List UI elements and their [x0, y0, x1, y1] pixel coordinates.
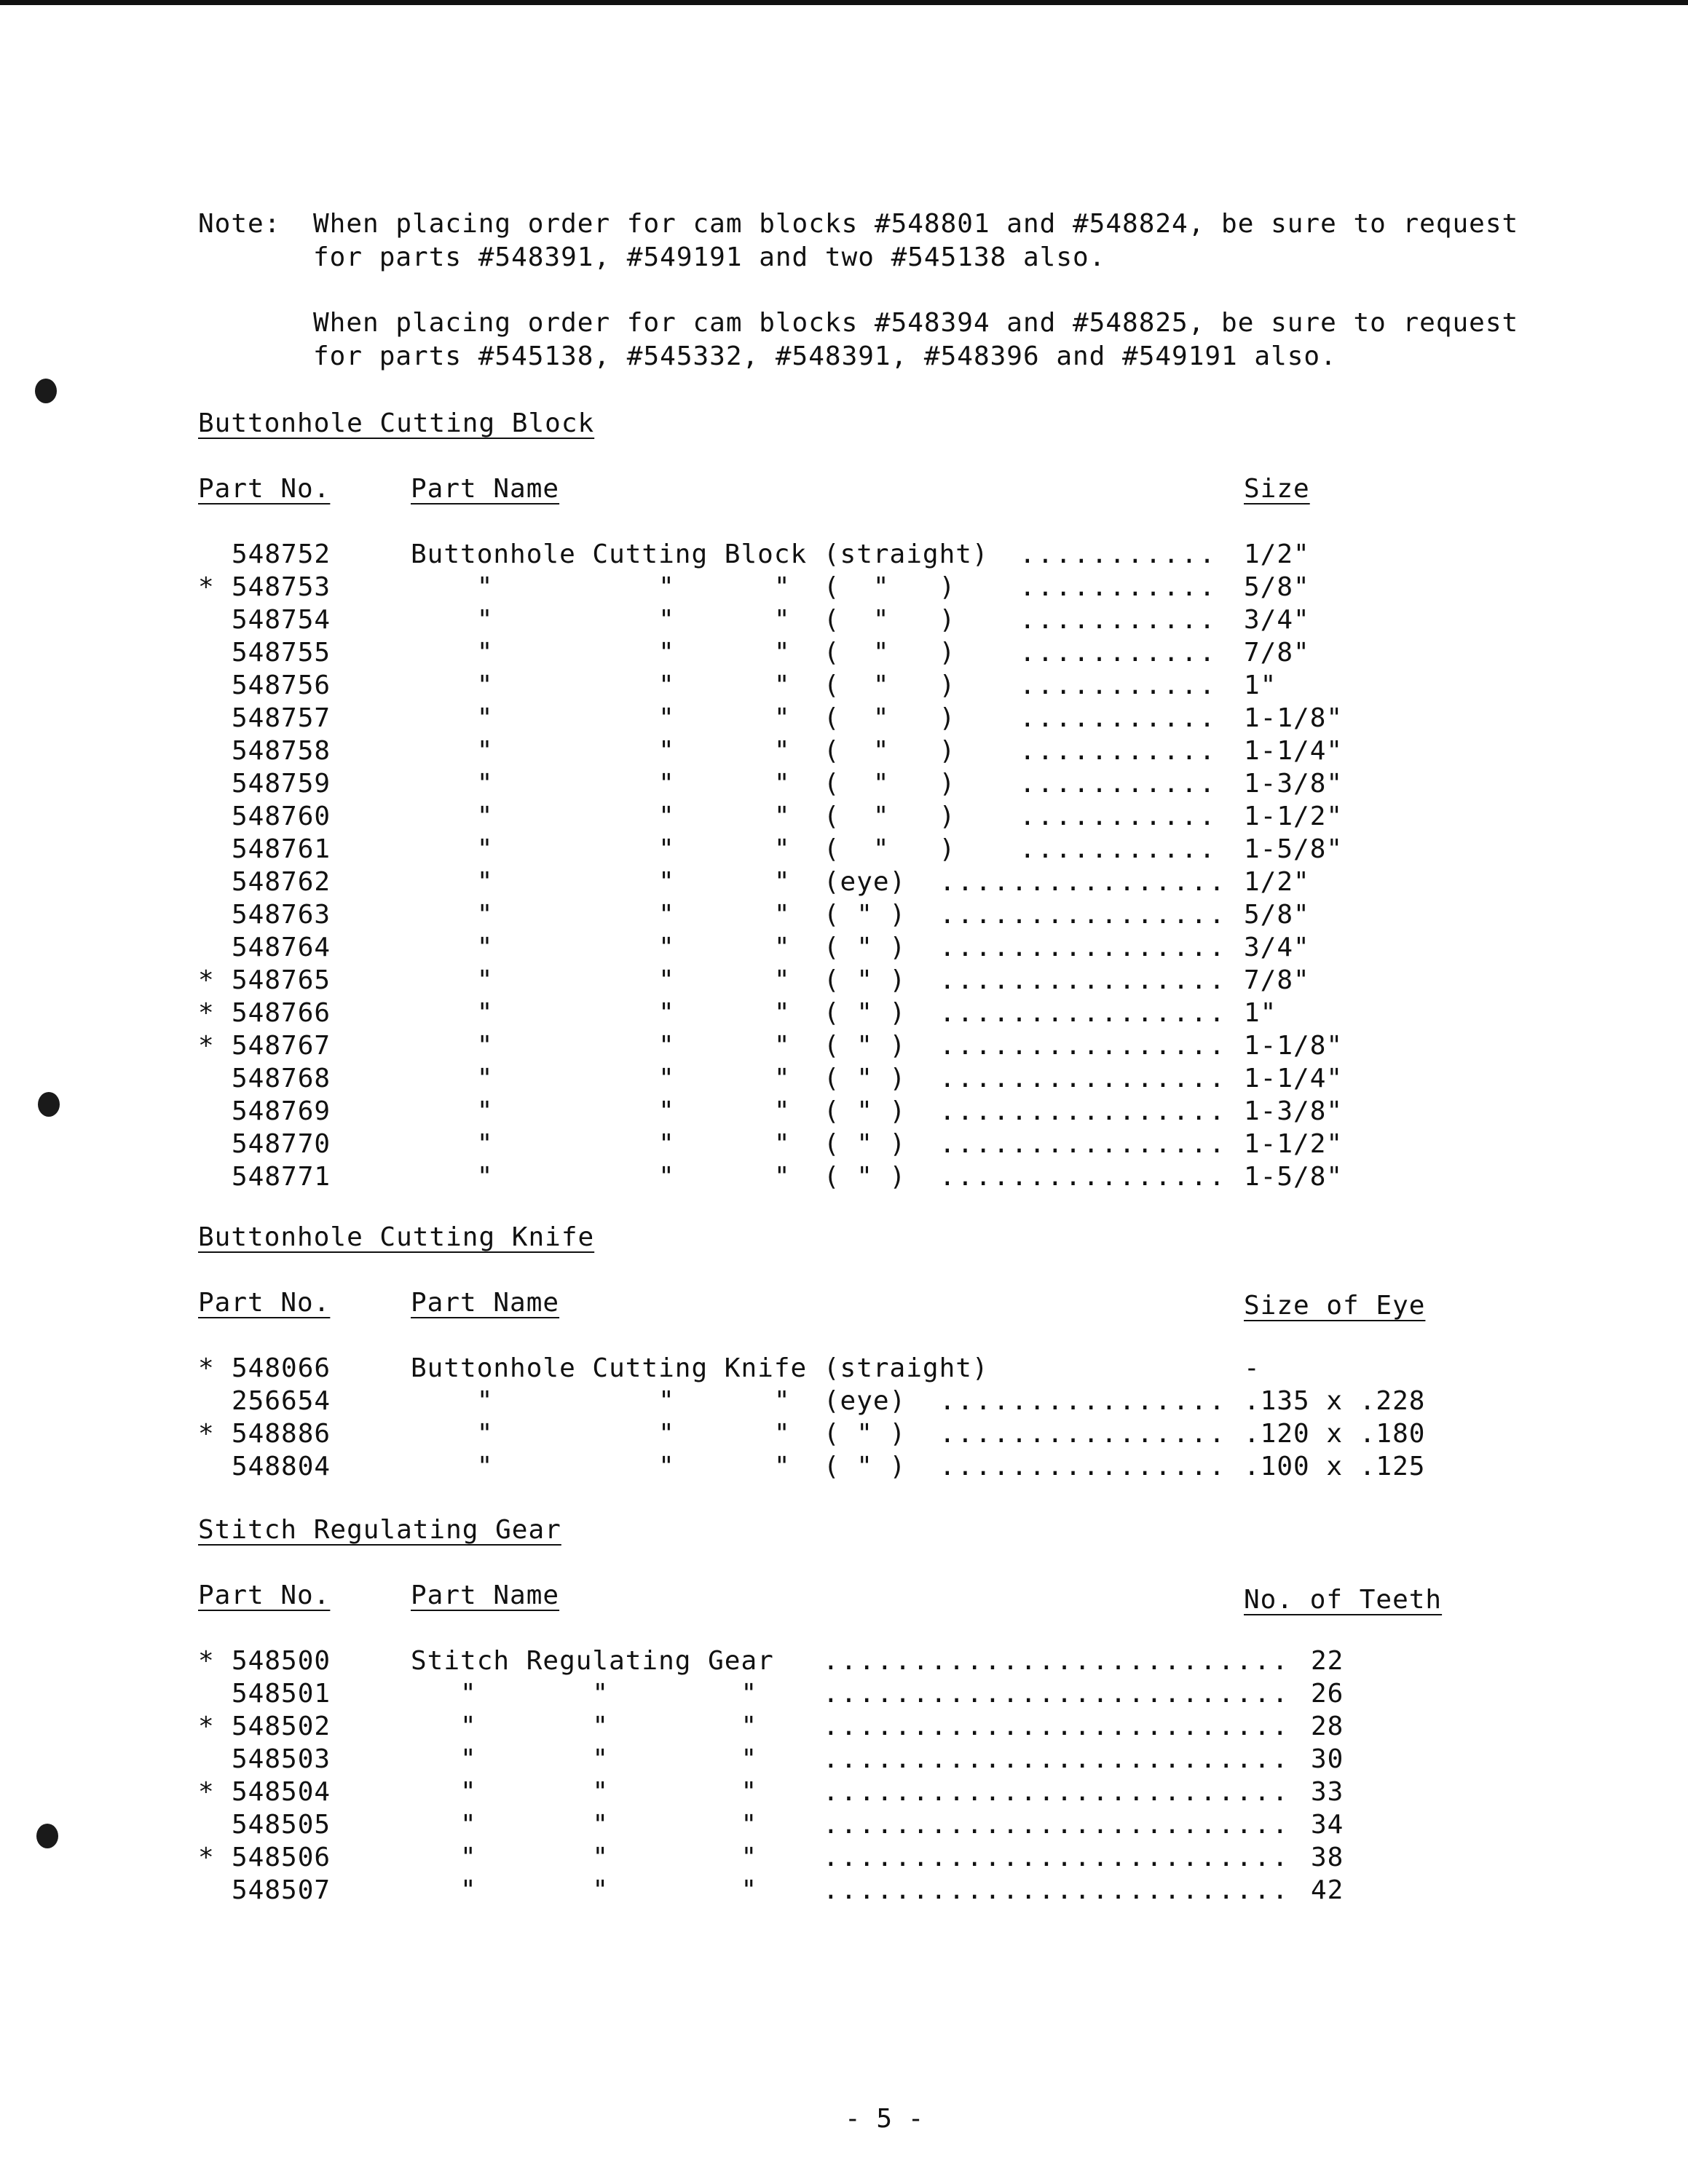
note-para1-line1: When placing order for cam blocks #548801 and #548824, be sure to request [313, 209, 1519, 239]
part-number: 548501 [232, 1679, 331, 1709]
asterisk-marker: * [198, 572, 215, 602]
part-number: 548507 [232, 1875, 331, 1905]
part-name: " " " ( " ) [411, 1162, 907, 1192]
part-number: 548506 [232, 1843, 331, 1872]
table-row [0, 703, 1688, 735]
leader-dots: .......................... [823, 1843, 1290, 1872]
table-row [0, 997, 1688, 1029]
part-number: 548764 [232, 933, 331, 962]
asterisk-marker: * [198, 1031, 215, 1061]
size-value: 5/8" [1244, 900, 1310, 930]
table-row [0, 965, 1688, 997]
asterisk-marker: * [198, 965, 215, 995]
gear-header-no-of-teeth: No. of Teeth [1244, 1585, 1443, 1615]
part-number: 548768 [232, 1064, 331, 1093]
leader-dots: ................ [939, 1096, 1227, 1126]
size-value: 7/8" [1244, 638, 1310, 668]
table-row [0, 1063, 1688, 1095]
table-row [0, 1418, 1688, 1450]
scan-top-edge [0, 0, 1688, 5]
teeth-count: 38 [1311, 1843, 1344, 1872]
part-name: " " " [411, 1777, 758, 1807]
teeth-count: 42 [1311, 1875, 1344, 1905]
teeth-count: 26 [1311, 1679, 1344, 1709]
block-header-size: Size [1244, 474, 1310, 504]
page-number: - 5 - [845, 2104, 924, 2134]
leader-dots: ........... [1019, 605, 1218, 635]
part-number: 548759 [232, 769, 331, 799]
part-number: 548755 [232, 638, 331, 668]
note-para2-line1: When placing order for cam blocks #548394 and #548825, be sure to request [313, 308, 1519, 338]
leader-dots: ........... [1019, 572, 1218, 602]
part-name: Stitch Regulating Gear [411, 1646, 774, 1676]
size-value: .120 x .180 [1244, 1419, 1426, 1449]
part-number: 548761 [232, 834, 331, 864]
table-row [0, 1385, 1688, 1417]
knife-header-part-name: Part Name [411, 1288, 560, 1318]
part-number: 548754 [232, 605, 331, 635]
leader-dots: ................ [939, 998, 1227, 1028]
size-value: 1-1/4" [1244, 1064, 1344, 1093]
table-row [0, 768, 1688, 800]
size-value: 5/8" [1244, 572, 1310, 602]
knife-header-part-no: Part No. [198, 1288, 331, 1318]
table-row [0, 1030, 1688, 1062]
binder-hole-top [35, 379, 57, 403]
asterisk-marker: * [198, 1843, 215, 1872]
part-name: Buttonhole Cutting Knife (straight) [411, 1353, 989, 1383]
part-name: " " " ( " ) [411, 933, 907, 962]
part-number: 548753 [232, 572, 331, 602]
gear-header-part-no: Part No. [198, 1580, 331, 1610]
part-name: " " " ( " ) [411, 769, 956, 799]
knife-header-size-of-eye: Size of Eye [1244, 1291, 1426, 1321]
leader-dots: ................ [939, 1386, 1227, 1416]
teeth-count: 30 [1311, 1744, 1344, 1774]
size-value: 1" [1244, 670, 1277, 700]
part-name: " " " ( " ) [411, 998, 907, 1028]
part-number: 548503 [232, 1744, 331, 1774]
table-row [0, 539, 1688, 571]
leader-dots: ........... [1019, 802, 1218, 831]
part-number: 548500 [232, 1646, 331, 1676]
part-name: " " " ( " ) [411, 703, 956, 733]
asterisk-marker: * [198, 1646, 215, 1676]
size-value: 1-1/8" [1244, 703, 1344, 733]
part-number: 548752 [232, 539, 331, 569]
leader-dots: .......................... [823, 1810, 1290, 1840]
leader-dots: ................ [939, 1064, 1227, 1093]
part-number: 548502 [232, 1712, 331, 1741]
leader-dots: .......................... [823, 1646, 1290, 1676]
part-name: " " " ( " ) [411, 1129, 907, 1159]
part-name: " " " ( " ) [411, 1452, 907, 1481]
leader-dots: ........... [1019, 670, 1218, 700]
asterisk-marker: * [198, 998, 215, 1028]
table-row [0, 670, 1688, 702]
leader-dots: ................ [939, 1419, 1227, 1449]
part-name: " " " ( " ) [411, 1096, 907, 1126]
teeth-count: 22 [1311, 1646, 1344, 1676]
leader-dots: ........... [1019, 539, 1218, 569]
size-value: 1-1/2" [1244, 1129, 1344, 1159]
block-header-part-no: Part No. [198, 474, 331, 504]
table-row [0, 932, 1688, 964]
size-value: 1-1/4" [1244, 736, 1344, 766]
part-name: " " " [411, 1810, 758, 1840]
leader-dots: ................ [939, 1162, 1227, 1192]
table-row [0, 1842, 1688, 1874]
size-value: 7/8" [1244, 965, 1310, 995]
size-value: - [1244, 1353, 1261, 1383]
leader-dots: ................ [939, 1452, 1227, 1481]
part-name: " " " ( " ) [411, 572, 956, 602]
table-row [0, 1161, 1688, 1193]
knife-section-title: Buttonhole Cutting Knife [198, 1222, 595, 1252]
part-name: " " " [411, 1843, 758, 1872]
table-row [0, 1128, 1688, 1160]
size-value: 1-5/8" [1244, 834, 1344, 864]
table-row [0, 1096, 1688, 1128]
size-value: .135 x .228 [1244, 1386, 1426, 1416]
part-number: 548763 [232, 900, 331, 930]
leader-dots: ................ [939, 1031, 1227, 1061]
leader-dots: ................ [939, 933, 1227, 962]
part-number: 548756 [232, 670, 331, 700]
leader-dots: ................ [939, 965, 1227, 995]
part-name: " " " ( " ) [411, 802, 956, 831]
table-row [0, 866, 1688, 898]
size-value: 1-3/8" [1244, 1096, 1344, 1126]
part-number: 256654 [232, 1386, 331, 1416]
leader-dots: .......................... [823, 1679, 1290, 1709]
size-value: 1-5/8" [1244, 1162, 1344, 1192]
leader-dots: ........... [1019, 834, 1218, 864]
part-number: 548804 [232, 1452, 331, 1481]
part-number: 548758 [232, 736, 331, 766]
block-section-title: Buttonhole Cutting Block [198, 408, 595, 438]
asterisk-marker: * [198, 1419, 215, 1449]
leader-dots: ................ [939, 1129, 1227, 1159]
part-name: " " " ( " ) [411, 605, 956, 635]
size-value: 1/2" [1244, 867, 1310, 897]
teeth-count: 28 [1311, 1712, 1344, 1741]
table-row [0, 1645, 1688, 1677]
table-row [0, 1353, 1688, 1385]
table-row [0, 1776, 1688, 1808]
leader-dots: ........... [1019, 736, 1218, 766]
part-name: " " " ( " ) [411, 1064, 907, 1093]
block-header-part-name: Part Name [411, 474, 560, 504]
size-value: 3/4" [1244, 605, 1310, 635]
part-number: 548505 [232, 1810, 331, 1840]
part-name: " " " (eye) [411, 867, 907, 897]
leader-dots: .......................... [823, 1875, 1290, 1905]
asterisk-marker: * [198, 1712, 215, 1741]
part-name: " " " ( " ) [411, 1419, 907, 1449]
part-name: " " " ( " ) [411, 670, 956, 700]
table-row [0, 899, 1688, 931]
part-name: " " " ( " ) [411, 638, 956, 668]
teeth-count: 34 [1311, 1810, 1344, 1840]
part-number: 548765 [232, 965, 331, 995]
part-number: 548504 [232, 1777, 331, 1807]
size-value: 3/4" [1244, 933, 1310, 962]
table-row [0, 1711, 1688, 1743]
part-number: 548886 [232, 1419, 331, 1449]
gear-section-title: Stitch Regulating Gear [198, 1515, 561, 1545]
part-name: " " " [411, 1875, 758, 1905]
table-row [0, 1678, 1688, 1710]
part-name: " " " ( " ) [411, 965, 907, 995]
table-row [0, 1744, 1688, 1776]
table-row [0, 571, 1688, 604]
size-value: 1" [1244, 998, 1277, 1028]
part-name: " " " [411, 1712, 758, 1741]
size-value: 1-1/2" [1244, 802, 1344, 831]
size-value: 1-3/8" [1244, 769, 1344, 799]
part-number: 548066 [232, 1353, 331, 1383]
part-number: 548760 [232, 802, 331, 831]
table-row [0, 1451, 1688, 1483]
part-name: " " " ( " ) [411, 900, 907, 930]
part-name: " " " [411, 1744, 758, 1774]
size-value: 1/2" [1244, 539, 1310, 569]
part-name: " " " ( " ) [411, 834, 956, 864]
leader-dots: ................ [939, 900, 1227, 930]
asterisk-marker: * [198, 1777, 215, 1807]
note-label: Note: [198, 209, 281, 239]
part-name: " " " ( " ) [411, 1031, 907, 1061]
note-para1-line2: for parts #548391, #549191 and two #545138 also. [313, 242, 1106, 272]
part-name: Buttonhole Cutting Block (straight) [411, 539, 989, 569]
part-name: " " " ( " ) [411, 736, 956, 766]
part-number: 548757 [232, 703, 331, 733]
part-name: " " " [411, 1679, 758, 1709]
table-row [0, 801, 1688, 833]
gear-header-part-name: Part Name [411, 1580, 560, 1610]
leader-dots: .......................... [823, 1712, 1290, 1741]
leader-dots: ........... [1019, 638, 1218, 668]
size-value: .100 x .125 [1244, 1452, 1426, 1481]
part-number: 548770 [232, 1129, 331, 1159]
part-number: 548766 [232, 998, 331, 1028]
part-name: " " " (eye) [411, 1386, 907, 1416]
leader-dots: .......................... [823, 1777, 1290, 1807]
table-row [0, 1809, 1688, 1841]
table-row [0, 735, 1688, 767]
table-row [0, 604, 1688, 636]
size-value: 1-1/8" [1244, 1031, 1344, 1061]
leader-dots: ........... [1019, 703, 1218, 733]
leader-dots: ........... [1019, 769, 1218, 799]
leader-dots: .......................... [823, 1744, 1290, 1774]
table-row [0, 1875, 1688, 1907]
part-number: 548767 [232, 1031, 331, 1061]
table-row [0, 637, 1688, 669]
part-number: 548762 [232, 867, 331, 897]
table-row [0, 834, 1688, 866]
leader-dots: ................ [939, 867, 1227, 897]
part-number: 548769 [232, 1096, 331, 1126]
teeth-count: 33 [1311, 1777, 1344, 1807]
part-number: 548771 [232, 1162, 331, 1192]
asterisk-marker: * [198, 1353, 215, 1383]
note-para2-line2: for parts #545138, #545332, #548391, #548396 and #549191 also. [313, 341, 1337, 371]
